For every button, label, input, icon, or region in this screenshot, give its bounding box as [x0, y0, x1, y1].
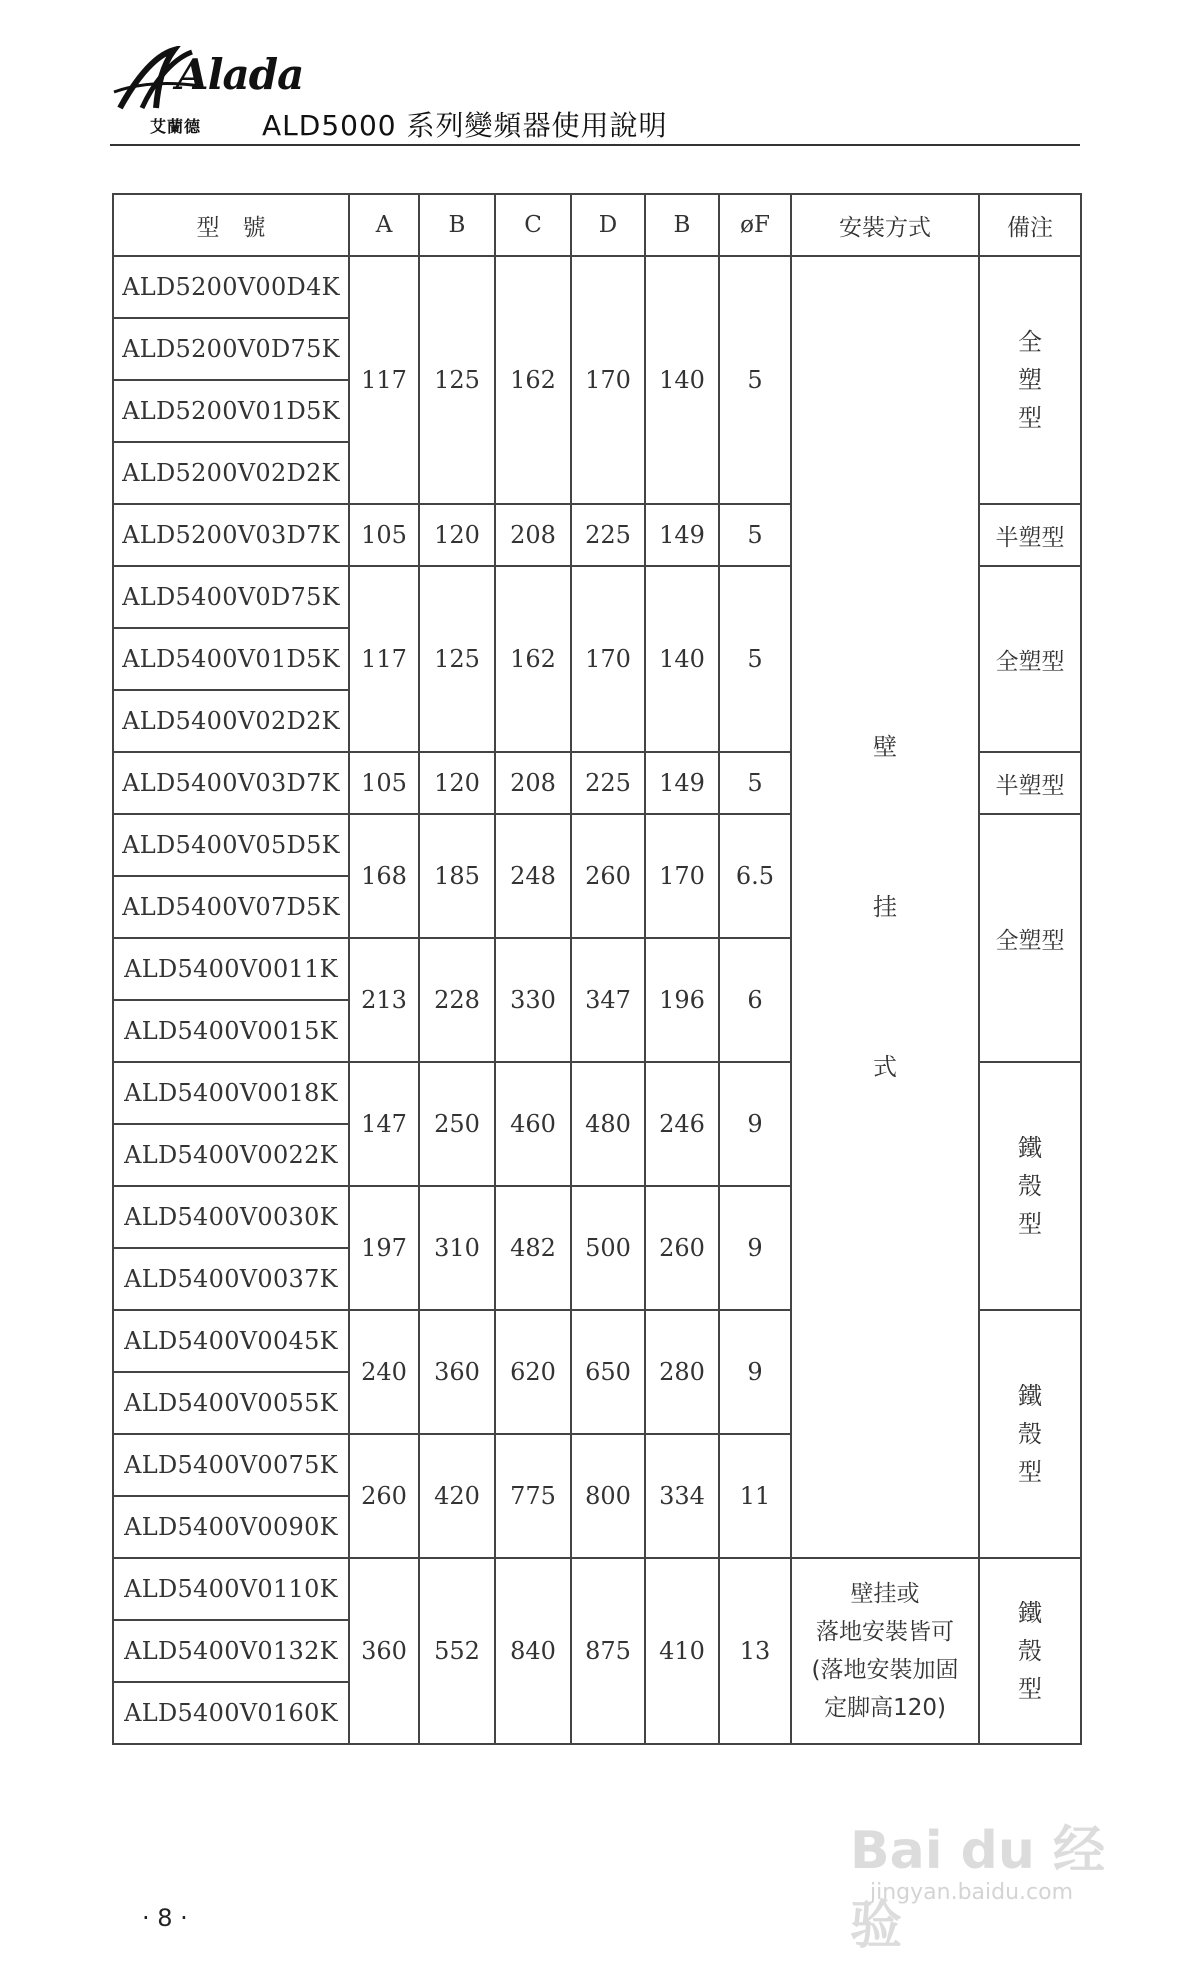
table-row: [113, 256, 1081, 318]
dimension-value: 260: [645, 1186, 719, 1310]
model-cell: ALD5400V0D75K: [113, 566, 349, 628]
note-cell: [979, 566, 1081, 752]
note-cell: [979, 814, 1081, 1062]
dimension-value: 117: [349, 256, 419, 504]
dimension-value: 360: [349, 1558, 419, 1744]
model-cell: ALD5400V0075K: [113, 1434, 349, 1496]
dimension-value: 125: [419, 566, 495, 752]
note-text: 全塑型: [995, 648, 1065, 675]
note-text: 半塑型: [995, 772, 1065, 799]
dimension-value: 248: [495, 814, 571, 938]
note-char: 鐵: [1018, 1599, 1042, 1627]
dimension-value: 240: [349, 1310, 419, 1434]
watermark: [850, 1800, 1120, 1956]
dimension-value: 500: [571, 1186, 645, 1310]
model-cell: ALD5400V01D5K: [113, 628, 349, 690]
dimension-value: 840: [495, 1558, 571, 1744]
dimension-value: 168: [349, 814, 419, 938]
dimension-value: 197: [349, 1186, 419, 1310]
header-a: A: [349, 194, 419, 256]
dimension-value: 13: [719, 1558, 791, 1744]
model-cell: ALD5400V07D5K: [113, 876, 349, 938]
header-c: C: [495, 194, 571, 256]
dimension-value: 208: [495, 752, 571, 814]
model-cell: ALD5200V03D7K: [113, 504, 349, 566]
dimension-value: 140: [645, 566, 719, 752]
mount-wall-cell: [791, 256, 979, 1558]
table-header-row: [113, 194, 1081, 256]
note-text: 半塑型: [995, 524, 1065, 551]
model-cell: ALD5400V0022K: [113, 1124, 349, 1186]
note-text: 全塑型: [995, 927, 1065, 954]
mount-note-line: (落地安裝加固: [811, 1657, 959, 1683]
note-char: 殼: [1018, 1637, 1042, 1665]
model-cell: ALD5400V0015K: [113, 1000, 349, 1062]
note-char: 塑: [1018, 366, 1042, 394]
note-char: 型: [1018, 1458, 1042, 1486]
note-cell: [979, 1310, 1081, 1558]
header-model: 型 號: [113, 194, 349, 256]
model-cell: ALD5400V0090K: [113, 1496, 349, 1558]
dimension-value: 105: [349, 504, 419, 566]
dimension-value: 420: [419, 1434, 495, 1558]
dimension-value: 140: [645, 256, 719, 504]
header-d: D: [571, 194, 645, 256]
dimension-value: 410: [645, 1558, 719, 1744]
dimension-value: 213: [349, 938, 419, 1062]
note-cell: [979, 504, 1081, 566]
dimension-value: 105: [349, 752, 419, 814]
dimension-value: 330: [495, 938, 571, 1062]
note-cell: [979, 1558, 1081, 1744]
model-cell: ALD5400V0037K: [113, 1248, 349, 1310]
mount-char: 挂: [873, 893, 897, 921]
dimension-value: 162: [495, 566, 571, 752]
dimension-value: 125: [419, 256, 495, 504]
dimension-value: 800: [571, 1434, 645, 1558]
dimension-value: 120: [419, 504, 495, 566]
dimension-value: 6: [719, 938, 791, 1062]
logo-chinese-name: 艾蘭德: [150, 117, 202, 136]
dimension-value: 170: [571, 566, 645, 752]
model-cell: ALD5400V0030K: [113, 1186, 349, 1248]
dimension-value: 225: [571, 504, 645, 566]
dimension-value: 5: [719, 504, 791, 566]
dimension-value: 620: [495, 1310, 571, 1434]
model-cell: ALD5400V02D2K: [113, 690, 349, 752]
dimension-value: 875: [571, 1558, 645, 1744]
model-cell: ALD5200V01D5K: [113, 380, 349, 442]
logo-wordmark: Alada: [176, 50, 304, 99]
mount-note-line: 壁挂或: [850, 1581, 920, 1607]
mount-note-line: 定脚高120): [824, 1695, 946, 1721]
note-cell: [979, 752, 1081, 814]
model-cell: ALD5400V0055K: [113, 1372, 349, 1434]
watermark-url: jingyan.baidu.com: [870, 1880, 1074, 1905]
dimension-value: 310: [419, 1186, 495, 1310]
dimension-value: 775: [495, 1434, 571, 1558]
dimension-value: 9: [719, 1062, 791, 1186]
model-cell: ALD5400V05D5K: [113, 814, 349, 876]
dimension-value: 460: [495, 1062, 571, 1186]
dimension-value: 260: [349, 1434, 419, 1558]
dimension-value: 120: [419, 752, 495, 814]
note-char: 型: [1018, 404, 1042, 432]
brand-logo: [112, 46, 304, 146]
header-of: øF: [719, 194, 791, 256]
page-title: ALD5000 系列變頻器使用說明: [262, 109, 668, 142]
dimension-value: 5: [719, 752, 791, 814]
dimension-value: 280: [645, 1310, 719, 1434]
note-char: 型: [1018, 1675, 1042, 1703]
header-divider: [110, 144, 1080, 146]
dimension-value: 347: [571, 938, 645, 1062]
dimension-value: 225: [571, 752, 645, 814]
note-char: 鐵: [1018, 1134, 1042, 1162]
model-cell: ALD5200V02D2K: [113, 442, 349, 504]
dimension-value: 482: [495, 1186, 571, 1310]
dimension-value: 650: [571, 1310, 645, 1434]
dimension-value: 246: [645, 1062, 719, 1186]
dimension-value: 360: [419, 1310, 495, 1434]
model-cell: ALD5400V0132K: [113, 1620, 349, 1682]
header-b2: B: [645, 194, 719, 256]
dimension-value: 9: [719, 1310, 791, 1434]
watermark-main: Bai du 经验: [850, 1821, 1105, 1956]
dimension-value: 6.5: [719, 814, 791, 938]
header-mount: 安裝方式: [791, 194, 979, 256]
model-cell: ALD5200V00D4K: [113, 256, 349, 318]
model-cell: ALD5400V03D7K: [113, 752, 349, 814]
mount-char: 式: [873, 1053, 897, 1081]
model-cell: ALD5400V0018K: [113, 1062, 349, 1124]
dimension-value: 11: [719, 1434, 791, 1558]
dimension-value: 170: [645, 814, 719, 938]
dimension-value: 170: [571, 256, 645, 504]
model-cell: ALD5400V0110K: [113, 1558, 349, 1620]
note-char: 全: [1018, 328, 1042, 356]
page-number: · 8 ·: [142, 1904, 188, 1932]
header-notes: 備注: [979, 194, 1081, 256]
dimension-value: 5: [719, 566, 791, 752]
dimension-value: 250: [419, 1062, 495, 1186]
dimension-value: 552: [419, 1558, 495, 1744]
dimension-value: 162: [495, 256, 571, 504]
note-char: 殼: [1018, 1420, 1042, 1448]
dimension-value: 480: [571, 1062, 645, 1186]
table-row: [113, 1558, 1081, 1620]
note-cell: [979, 256, 1081, 504]
dimension-value: 260: [571, 814, 645, 938]
dimension-value: 334: [645, 1434, 719, 1558]
mount-floor-cell: [791, 1558, 979, 1744]
dimension-value: 9: [719, 1186, 791, 1310]
note-char: 殼: [1018, 1172, 1042, 1200]
dimension-value: 185: [419, 814, 495, 938]
mount-char: 壁: [873, 733, 897, 761]
dimension-value: 149: [645, 752, 719, 814]
dimension-value: 147: [349, 1062, 419, 1186]
model-cell: ALD5400V0045K: [113, 1310, 349, 1372]
dimension-value: 208: [495, 504, 571, 566]
dimension-value: 228: [419, 938, 495, 1062]
dimension-value: 196: [645, 938, 719, 1062]
model-cell: ALD5400V0011K: [113, 938, 349, 1000]
note-char: 鐵: [1018, 1382, 1042, 1410]
mount-note-line: 落地安裝皆可: [816, 1619, 954, 1645]
dimension-value: 5: [719, 256, 791, 504]
note-cell: [979, 1062, 1081, 1310]
note-char: 型: [1018, 1210, 1042, 1238]
dimension-value: 117: [349, 566, 419, 752]
dimension-table: [112, 193, 1082, 1745]
dimension-value: 149: [645, 504, 719, 566]
model-cell: ALD5200V0D75K: [113, 318, 349, 380]
header-b: B: [419, 194, 495, 256]
model-cell: ALD5400V0160K: [113, 1682, 349, 1744]
